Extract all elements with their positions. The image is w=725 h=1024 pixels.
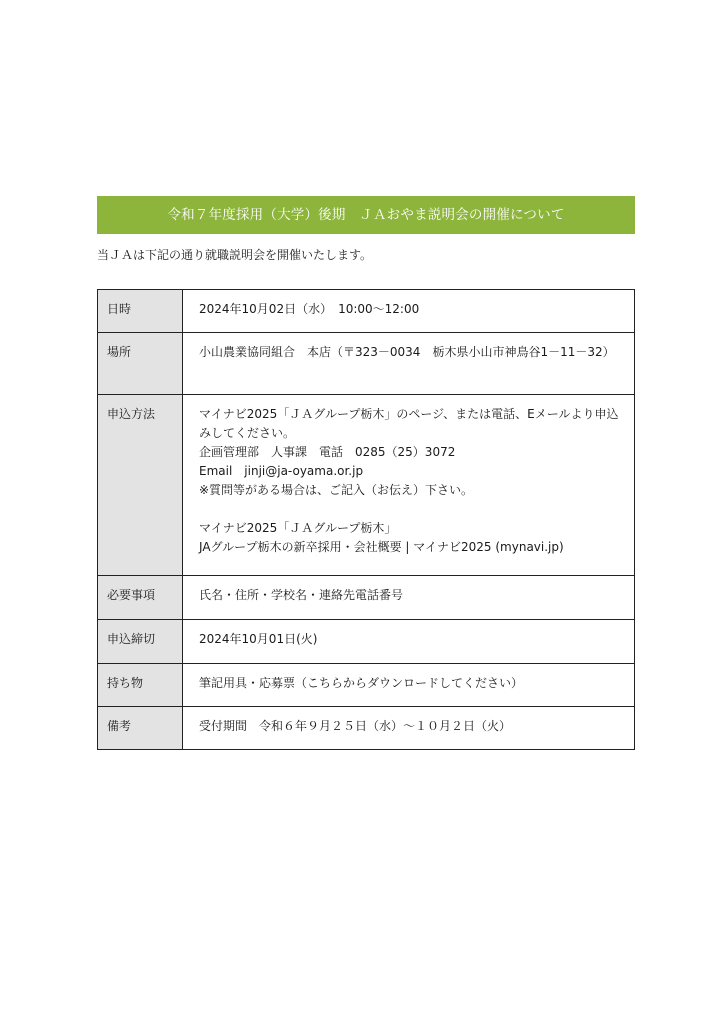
label-datetime: 日時 xyxy=(98,290,183,333)
value-bring[interactable]: 筆記用具・応募票（こちらからダウンロードしてください） xyxy=(183,664,635,707)
table-row-place xyxy=(98,333,635,395)
table-row-notes xyxy=(98,707,635,750)
value-place: 小山農業協同組合 本店（〒323－0034 栃木県小山市神鳥谷1－11－32） xyxy=(183,333,635,395)
value-required: 氏名・住所・学校名・連絡先電話番号 xyxy=(183,576,635,620)
table-row-apply xyxy=(98,395,635,576)
label-required: 必要事項 xyxy=(98,576,183,620)
table-row-required xyxy=(98,576,635,620)
label-notes: 備考 xyxy=(98,707,183,750)
page-title-banner: 令和７年度採用（大学）後期 ＪＡおやま説明会の開催について xyxy=(97,196,635,234)
spacer xyxy=(199,500,620,519)
event-info-table xyxy=(97,289,635,750)
label-place: 場所 xyxy=(98,333,183,395)
table-row-datetime xyxy=(98,290,635,333)
apply-instructions: マイナビ2025「ＪＡグループ栃木」のページ、または電話、Eメールより申込みしてください。 xyxy=(199,407,619,440)
mynavi-link[interactable]: JAグループ栃木の新卒採用・会社概要 | マイナビ2025 (mynavi.jp) xyxy=(199,540,564,554)
value-apply xyxy=(183,395,635,576)
mynavi-page-name: マイナビ2025「ＪＡグループ栃木」 xyxy=(199,521,397,535)
label-deadline: 申込締切 xyxy=(98,620,183,664)
intro-text: 当ＪＡは下記の通り就職説明会を開催いたします。 xyxy=(97,248,373,262)
apply-phone: 企画管理部 人事課 電話 0285（25）3072 xyxy=(199,445,456,459)
value-notes: 受付期間 令和６年９月２５日（水）～１０月２日（火） xyxy=(183,707,635,750)
apply-email[interactable]: Email jinji@ja-oyama.or.jp xyxy=(199,464,364,478)
table-row-deadline xyxy=(98,620,635,664)
value-datetime: 2024年10月02日（水） 10:00～12:00 xyxy=(183,290,635,333)
label-apply: 申込方法 xyxy=(98,395,183,576)
table-row-bring xyxy=(98,664,635,707)
value-deadline: 2024年10月01日(火) xyxy=(183,620,635,664)
label-bring: 持ち物 xyxy=(98,664,183,707)
apply-question-note: ※質問等がある場合は、ご記入（お伝え）下さい。 xyxy=(199,483,474,497)
